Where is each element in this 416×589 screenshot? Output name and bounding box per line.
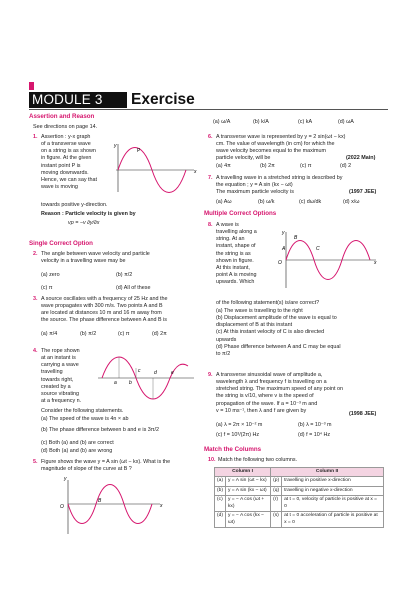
q9-exam-tag: (1998 JEE): [349, 411, 377, 417]
q8-line: shown in figure.: [216, 257, 254, 264]
row-label: (d): [215, 512, 226, 528]
q8-label-o: O: [278, 260, 282, 266]
q1-line: in figure. At the given: [41, 155, 92, 162]
q8-line: upwards. Which: [216, 279, 255, 285]
table-row: [215, 512, 384, 528]
row-label: (q): [271, 486, 282, 495]
section-multiple-correct: Multiple Correct Options: [204, 210, 277, 217]
q2-line: The angle between wave velocity and particle: [41, 251, 150, 257]
table-row: [215, 477, 384, 486]
module-label: MODULE 3: [29, 92, 127, 108]
q4-statement-b: (b) The phase difference between b and e is 3π/2: [41, 427, 159, 433]
q8-line: string. At an: [216, 236, 245, 243]
section-assertion-reason: Assertion and Reason: [29, 113, 95, 120]
q8-statement-d-cont: to π/2: [216, 350, 231, 357]
q1-reason: Reason : Particle velocity is given by: [41, 211, 136, 217]
q1-line: on a string is as shown: [41, 148, 96, 155]
q3-text: [41, 296, 167, 325]
q2-line: velocity in a travelling wave may be: [41, 258, 126, 265]
q3-option-b: (b) π/2: [80, 331, 97, 337]
table-row: [215, 486, 384, 495]
column-2-header: Column II: [271, 468, 384, 477]
q1-line: moving downwards.: [41, 169, 89, 176]
header-accent-bar: [29, 82, 34, 90]
q4-statement-a: (a) The speed of the wave is 4n × ab: [41, 416, 129, 422]
q8-label-c: C: [316, 246, 320, 252]
q3-line: the source. The phase difference between A and B is: [41, 317, 167, 324]
q7-option-b: (b) ω/k: [258, 199, 275, 205]
q8-text: [216, 222, 276, 286]
q4-line: Consider the following statements.: [41, 408, 124, 414]
q8-label-b: B: [294, 235, 298, 241]
q6-number: 6.: [208, 134, 213, 140]
q4-line: source vibrating: [41, 390, 80, 397]
q6-option-a: (a) 4π: [216, 163, 231, 169]
q5-option-d: (d) ωA: [338, 119, 354, 125]
q4-line: carrying a wave: [41, 362, 79, 369]
q4-label-c: c: [138, 368, 141, 374]
column-2-cell: travelling in positive x-direction: [282, 477, 384, 486]
q6-option-c: (c) π: [300, 163, 312, 169]
q5-option-c: (c) kA: [298, 119, 313, 125]
q3-line: are located at distances 10 m and 16 m away from: [41, 310, 162, 317]
directions-note: See directions on page 14.: [33, 124, 98, 130]
q6-line: A transverse wave is represented by y = 2 sin(ωt − kx): [216, 134, 346, 140]
q5-text: [41, 459, 170, 473]
q9-number: 9.: [208, 372, 213, 378]
q2-option-b: (b) π/2: [116, 272, 133, 278]
q1-label-x: x: [194, 169, 197, 175]
column-2-cell: at t = 0 acceleration of particle is positive at x = 0: [282, 512, 384, 528]
column-1-cell: y = − A cos (ωt + kx): [225, 496, 270, 512]
match-table-header: [215, 468, 384, 477]
q1-label-p: P: [137, 148, 141, 154]
q1-line: Hence, we can say that: [41, 176, 98, 183]
q4-line: The rope shown: [41, 348, 80, 354]
q4-line: created by a: [41, 383, 71, 390]
row-label: (r): [271, 496, 282, 512]
q9-line: stretched string. The maximum speed of any point on: [216, 386, 343, 393]
q8-line: At this instant,: [216, 264, 250, 271]
q9-line: the string is v/10, where v is the speed of: [216, 393, 314, 400]
column-1-cell: y = − A cos (kx − ωt): [225, 512, 270, 528]
q8-statement-d: (d) Phase difference between A and C may be equal: [216, 343, 341, 350]
q1-number: 1.: [33, 134, 38, 140]
match-table: [214, 467, 384, 528]
q8-line: A wave is: [216, 222, 239, 228]
q5-wave-figure: [56, 474, 166, 538]
q3-option-c: (c) π: [118, 331, 130, 337]
q4-line: at a frequency n.: [41, 397, 82, 404]
q1-line: wave is moving: [41, 183, 78, 190]
q8-statement-b-cont: displacement of B at this instant: [216, 322, 293, 329]
q8-line: travelling along a: [216, 229, 257, 236]
q7-line: A travelling wave in a stretched string is described by: [216, 175, 343, 181]
q9-line: A transverse sinusoidal wave of amplitude a,: [216, 372, 323, 378]
q8-label-a: A: [282, 246, 286, 252]
q3-option-d: (d) 2π: [152, 331, 167, 337]
q9-line: wavelength λ and frequency f is travelling on a: [216, 379, 327, 386]
q8-number: 8.: [208, 222, 213, 228]
q7-option-c: (c) dω/dk: [299, 199, 322, 205]
q5-option-a: (a) ω/A: [213, 119, 231, 125]
q2-option-d: (d) All of these: [116, 285, 151, 291]
q4-statement-d: (d) Both (a) and (b) are wrong: [41, 448, 113, 454]
q1-line: Assertion : y-x graph: [41, 134, 91, 140]
row-label: (p): [271, 477, 282, 486]
q1-line: towards positive y-direction.: [41, 202, 108, 208]
q7-exam-tag: (1997 JEE): [349, 189, 377, 195]
q4-line: at an instant is: [41, 355, 76, 362]
column-1-cell: y = A sin (ωt − kx): [225, 477, 270, 486]
q8-line: instant, shape of: [216, 243, 256, 250]
q4-number: 4.: [33, 348, 38, 354]
q4-label-e: e: [171, 370, 174, 376]
q4-line: towards right,: [41, 376, 74, 383]
header-rule: [29, 109, 388, 110]
section-match-columns: Match the Columns: [204, 446, 262, 453]
q5-label-b: B: [98, 498, 102, 504]
q8-statement-a: (a) The wave is travelling to the right: [216, 308, 303, 314]
q6-option-b: (b) 2π: [260, 163, 275, 169]
q4-rope-figure: [96, 352, 196, 404]
q4-label-a: a: [114, 380, 117, 386]
q9-text: [216, 372, 343, 415]
row-label: (c): [215, 496, 226, 512]
q6-line: cm. The value of wavelength (in cm) for which the: [216, 141, 335, 148]
q7-option-a: (a) Aω: [216, 199, 232, 205]
page-title: Exercise: [131, 91, 195, 108]
q9-option-c: (c) f = 10³/(2π) Hz: [216, 432, 260, 438]
row-label: (b): [215, 486, 226, 495]
q5-line: magnitude of slope of the curve at B ?: [41, 466, 132, 473]
q8-wave-figure: [268, 228, 380, 290]
q9-option-a: (a) λ = 2π × 10⁻² m: [216, 422, 263, 428]
q9-option-b: (b) λ = 10⁻³ m: [298, 422, 332, 428]
q5-label-y: y: [64, 476, 67, 482]
q1-line: of a transverse wave: [41, 141, 91, 148]
q7-number: 7.: [208, 175, 213, 181]
q3-number: 3.: [33, 296, 38, 302]
column-1-header: Column I: [215, 468, 271, 477]
q1-text: [41, 134, 111, 191]
q5-label-o: O: [60, 504, 64, 510]
q6-line: wave velocity becomes equal to the maximum: [216, 148, 326, 155]
row-label: (s): [271, 512, 282, 528]
q1-label-y: y: [114, 143, 117, 149]
q2-number: 2.: [33, 251, 38, 257]
q8-statement-b: (b) Displacement amplitude of the wave is equal to: [216, 315, 337, 322]
section-single-correct: Single Correct Option: [29, 240, 93, 247]
q3-option-a: (a) π/4: [41, 331, 58, 337]
column-2-cell: travelling in negative x-direction: [282, 486, 384, 495]
q5-option-b: (b) k/A: [253, 119, 269, 125]
q5-line: Figure shows the wave y = A sin (ωt − kx). What is the: [41, 459, 171, 465]
q8-line: point A is moving: [216, 271, 257, 278]
q7-option-d: (d) x/ω: [343, 199, 360, 205]
q10-number: 10.: [208, 457, 216, 463]
q1-wave-figure: [108, 140, 198, 196]
q10-text: Match the following two columns.: [218, 457, 298, 463]
q7-line: the equation ; y = A sin (kx − ωt): [216, 182, 293, 189]
q2-text: [41, 251, 150, 265]
q2-option-a: (a) zero: [41, 272, 60, 278]
q5-label-x: x: [160, 503, 163, 509]
q9-line: propagation of the wave. If a = 10⁻³ m and: [216, 400, 318, 407]
q3-line: A source oscillates with a frequency of 25 Hz and the: [41, 296, 168, 302]
q4-label-d: d: [154, 370, 157, 376]
q8-statements: [216, 308, 341, 358]
q8-label-x: x: [374, 260, 377, 266]
table-row: [215, 496, 384, 512]
q4-label-b: b: [129, 380, 132, 386]
q2-option-c: (c) π: [41, 285, 53, 291]
q9-option-d: (d) f = 10⁴ Hz: [298, 432, 331, 438]
q5-number: 5.: [33, 459, 38, 465]
q8-label-y: y: [282, 230, 285, 236]
q6-text: [216, 134, 345, 163]
q9-line: v = 10 ms⁻¹, then λ and f are given by: [216, 407, 307, 414]
q1-line: instant point P is: [41, 162, 81, 169]
column-2-cell: at t = 0, velocity of particle is positive at x = 0: [282, 496, 384, 512]
q8-line: the string is as: [216, 250, 251, 257]
q6-option-d: (d) 2: [340, 163, 352, 169]
q1-formula: vp = −v ∂y/∂x: [68, 220, 100, 226]
q4-statement-c: (c) Both (a) and (b) are correct: [41, 440, 114, 446]
q7-line: The maximum particle velocity is: [216, 189, 294, 196]
row-label: (a): [215, 477, 226, 486]
q8-statement-c-cont: upwards: [216, 336, 237, 343]
q7-text: [216, 175, 342, 196]
column-1-cell: y = A sin (kx − ωt): [225, 486, 270, 495]
q3-line: wave propagates with 300 m/s. Two points A and B: [41, 303, 163, 310]
q4-text: [41, 348, 101, 405]
q6-line: particle velocity, will be: [216, 155, 271, 162]
q4-line: travelling: [41, 369, 63, 376]
q8-statement-c: (c) At this instant velocity of C is also directed: [216, 329, 325, 336]
q6-exam-tag: (2022 Main): [346, 155, 376, 161]
q8-line: of the following statement(s) is/are correct?: [216, 300, 320, 306]
